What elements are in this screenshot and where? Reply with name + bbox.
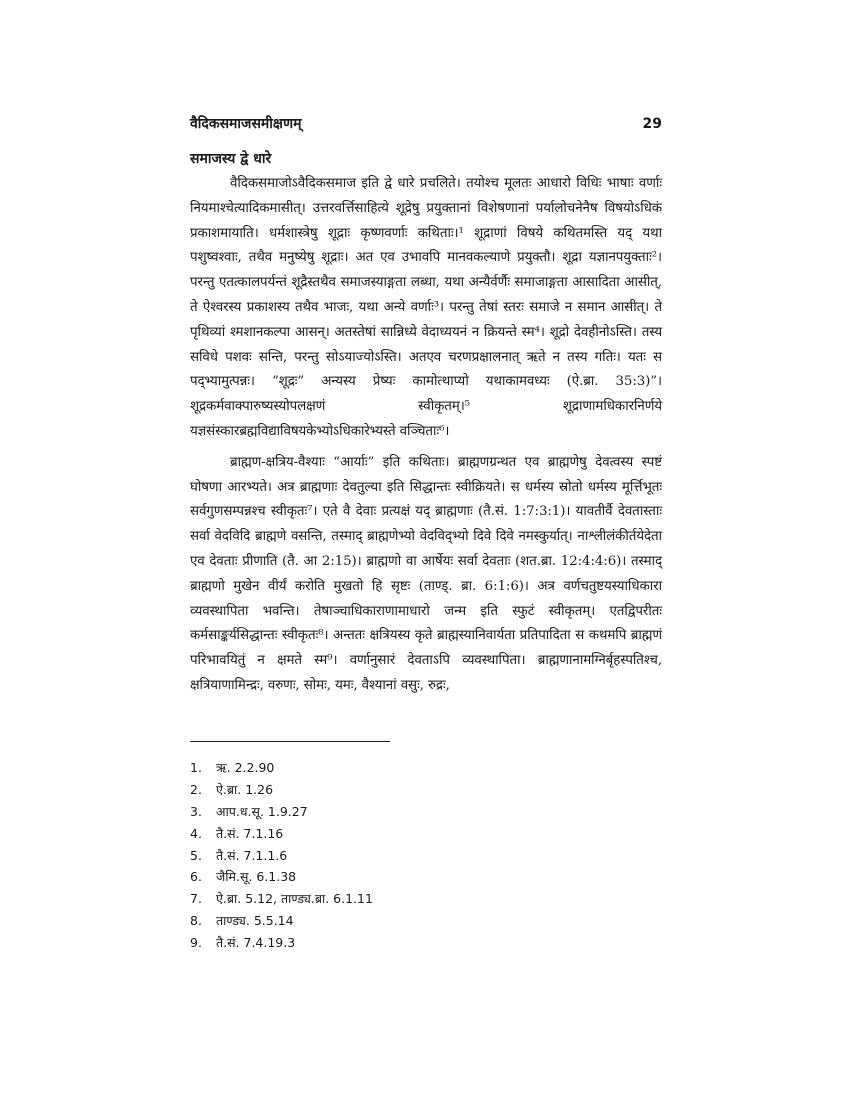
footnote-item	[190, 822, 373, 844]
footnote-text: ताण्ड्य. 5.5.14	[216, 912, 294, 928]
footnote-number: 2.	[190, 782, 202, 798]
footnotes-list	[190, 757, 373, 953]
page-number: 29	[642, 116, 662, 132]
footnote-divider	[190, 741, 390, 742]
footnote-item	[190, 757, 373, 779]
running-title: वैदिकसमाजसमीक्षणम्	[190, 116, 302, 132]
footnote-number: 9.	[190, 934, 202, 950]
footnote-text: तै.सं. 7.1.16	[216, 825, 284, 841]
footnote-text: जैमि.सू. 6.1.38	[216, 869, 297, 885]
page-body	[190, 114, 662, 699]
section-heading: समाजस्य द्वे धारे	[190, 151, 272, 167]
body-paragraph-2: ब्राह्मण-क्षत्रिय-वैश्याः “आर्याः” इति कथिताः। ब्राह्मणग्रन्थत एव ब्राह्मणेषु देवत्वस्य स्पष्टं घोषणा आरभ्यते। अत्र ब्राह्मणाः देवतुल्या इति सिद्धान्तः स्वीक्रियते। स धर्मस्य स्रोतो धर्मस्य मूर्त्तिभूतः सर्वगुणसम्पन्नश्च स्वीकृतः⁷। एते वै देवाः प्रत्यक्षं यद् ब्राह्मणाः (तै.सं. 1:7:3:1)। यावतीर्वै देवतास्ताः सर्वा वेदविदि ब्राह्मणे वसन्ति, तस्माद् ब्राह्मणेभ्यो वेदविद्भ्यो दिवे दिवे नमस्कुर्यात्। नाश्लीलंकीर्तयेदेता एव देवताः प्रीणाति (तै. आ 2:15)। ब्राह्मणो वा आर्षेयः सर्वा देवताः (शत.ब्रा. 12:4:4:6)। तस्माद् ब्राह्मणो मुखेन वीर्यं करोति मुखतो हि सृष्टः (ताण्ड्. ब्रा. 6:1:6)। अत्र वर्णचतुष्टयस्याधिकारा व्यवस्थापिता भवन्ति। तेषाञ्चाधिकाराणामाधारो जन्म इति स्फुटं स्वीकृतम्। एतद्विपरीतः कर्मसाङ्कर्यसिद्धान्तः स्वीकृतः⁸। अन्ततः क्षत्रियस्य कृते ब्राह्मस्यानिवार्यता प्रतिपादिता स कथमपि ब्राह्मणं परिभावयितुं न क्षमते स्म⁹। वर्णानुसारं देवताऽपि व्यवस्थापिता। ब्राह्मणानामग्निर्बृहस्पतिश्च, क्षत्रियाणामिन्द्रः, वरुणः, सोमः, यमः, वैश्यानां वसुः, रुद्रः,	[190, 454, 662, 693]
footnote-item	[190, 866, 373, 888]
footnote-text: आप.ध.सू. 1.9.27	[216, 803, 308, 819]
footnote-text: तै.सं. 7.1.1.6	[216, 847, 288, 863]
footnote-number: 8.	[190, 912, 202, 928]
footnote-item	[190, 844, 373, 866]
footnote-item	[190, 779, 373, 801]
footnote-number: 6.	[190, 869, 202, 885]
footnote-number: 4.	[190, 825, 202, 841]
footnote-text: ऐ.ब्रा. 5.12, ताण्ड्य.ब्रा. 6.1.11	[216, 891, 373, 907]
footnote-text: ऋ. 2.2.90	[216, 760, 275, 776]
body-paragraph-1: वैदिकसमाजोऽवैदिकसमाज इति द्वे धारे प्रचलिते। तयोश्च मूलतः आधारो विधिः भाषाः वर्णाः नियमाश्चेत्यादिकमासीत्। उत्तरवर्त्तिसाहित्ये शूद्रेषु प्रयुक्तानां विशेषणानां पर्यालोचनेनैष विषयोऽधिकं प्रकाशमायाति। धर्मशास्त्रेषु शूद्राः कृष्णवर्णाः कथिताः।¹ शूद्राणां विषये कथितमस्ति यद् यथा पशुष्वश्वाः, तथैव मनुष्येषु शूद्राः। अत एव उभावपि मानवकल्याणे प्रयुक्तौ। शूद्रा यज्ञानपयुक्ताः²। परन्तु एतत्कालपर्यन्तं शूद्रैस्तथैव समाजस्याङ्गता लब्धा, यथा अन्यैर्वर्णैः समाजाङ्गता आसादिता आसीत्, ते ऐश्वरस्य प्रकाशस्य तथैव भाजः, यथा अन्ये वर्णाः³। परन्तु तेषां स्तरः समाजे न समान आसीत्। ते पृथिव्यां श्मशानकल्पा आसन्। अतस्तेषां सान्निध्ये वेदाध्ययनं न क्रियन्ते स्म⁴। शूद्रो देवहीनोऽस्ति। तस्य सविधे पशवः सन्ति, परन्तु सोऽयाज्योऽस्ति। अतएव चरणप्रक्षालनात् ऋते न तस्य गतिः। यतः स पद्भ्यामुत्पन्नः। “शूद्रः” अन्यस्य प्रेष्यः कामोत्थाप्यो यथाकामवध्यः (ऐ.ब्रा. 35:3)”। शूद्रकर्मवाक्पारुष्यस्योपलक्षणं स्वीकृतम्।⁵ शूद्राणामधिकारनिर्णये यज्ञसंस्कारब्रह्मविद्याविषयकेभ्योऽधिकारेभ्यस्ते वञ्चिताः⁶।	[190, 176, 662, 439]
footnote-number: 5.	[190, 847, 202, 863]
footnote-text: ऐ.ब्रा. 1.26	[216, 782, 274, 798]
footnote-item	[190, 801, 373, 823]
footnote-item	[190, 888, 373, 910]
footnote-item	[190, 910, 373, 932]
footnote-number: 1.	[190, 760, 202, 776]
running-header	[190, 114, 662, 133]
footnote-text: तै.सं. 7.4.19.3	[216, 934, 296, 950]
footnote-item	[190, 931, 373, 953]
footnote-number: 3.	[190, 803, 202, 819]
footnote-number: 7.	[190, 891, 202, 907]
